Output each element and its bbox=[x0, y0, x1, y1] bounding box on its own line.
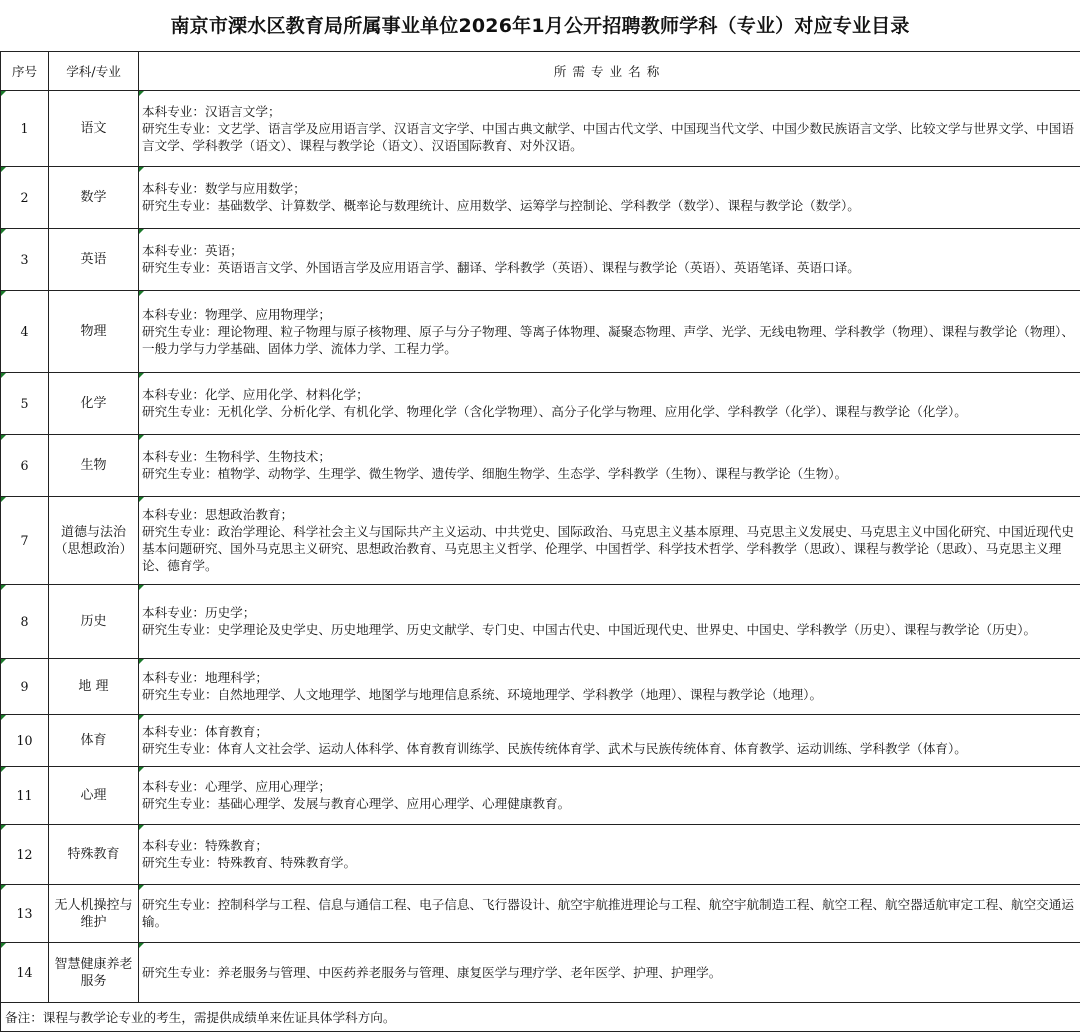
cell-marker bbox=[1, 659, 6, 664]
cell-marker bbox=[1, 943, 6, 948]
cell-marker bbox=[139, 435, 144, 440]
table-row bbox=[1, 943, 1080, 1003]
cell-marker bbox=[1, 229, 6, 234]
table-row bbox=[1, 167, 1080, 229]
major-line: 本科专业：历史学； bbox=[142, 605, 256, 620]
major-line: 本科专业：心理学、应用心理学； bbox=[142, 779, 331, 794]
major-line: 本科专业：化学、应用化学、材料化学； bbox=[142, 387, 369, 402]
row-seq: 7 bbox=[1, 497, 49, 585]
row-seq: 9 bbox=[1, 659, 49, 715]
major-line: 研究生专业：控制科学与工程、信息与通信工程、电子信息、飞行器设计、航空宇航推进理论与工程、航空宇航制造工程、航空工程、航空器适航审定工程、航空交通运输。 bbox=[142, 897, 1074, 929]
row-seq: 3 bbox=[1, 229, 49, 291]
cell-marker bbox=[1, 167, 6, 172]
table-row bbox=[1, 767, 1080, 825]
cell-marker bbox=[1, 585, 6, 590]
row-seq: 6 bbox=[1, 435, 49, 497]
row-majors bbox=[139, 885, 1080, 943]
cell-marker bbox=[1, 291, 6, 296]
cell-marker bbox=[139, 767, 144, 772]
row-majors bbox=[139, 767, 1080, 825]
row-subject: 无人机操控与维护 bbox=[49, 885, 139, 943]
row-majors bbox=[139, 291, 1080, 373]
row-subject: 特殊教育 bbox=[49, 825, 139, 885]
row-seq: 4 bbox=[1, 291, 49, 373]
major-line: 研究生专业：自然地理学、人文地理学、地图学与地理信息系统、环境地理学、学科教学（地理）、课程与教学论（地理）。 bbox=[142, 687, 823, 702]
table-row bbox=[1, 229, 1080, 291]
row-subject: 心理 bbox=[49, 767, 139, 825]
cell-marker bbox=[1, 91, 6, 96]
cell-marker bbox=[1, 435, 6, 440]
row-subject: 地 理 bbox=[49, 659, 139, 715]
cell-marker bbox=[139, 497, 144, 502]
row-subject: 化学 bbox=[49, 373, 139, 435]
note-text: 备注：课程与教学论专业的考生，需提供成绩单来佐证具体学科方向。 bbox=[1, 1003, 1080, 1032]
table-row bbox=[1, 373, 1080, 435]
cell-marker bbox=[139, 585, 144, 590]
table-row bbox=[1, 585, 1080, 659]
row-subject: 语文 bbox=[49, 91, 139, 167]
cell-marker bbox=[139, 943, 144, 948]
table-row bbox=[1, 497, 1080, 585]
cell-marker bbox=[139, 715, 144, 720]
cell-marker bbox=[139, 825, 144, 830]
table-row bbox=[1, 715, 1080, 767]
cell-marker bbox=[139, 167, 144, 172]
major-line: 研究生专业：英语语言文学、外国语言学及应用语言学、翻译、学科教学（英语）、课程与教学论（英语）、英语笔译、英语口译。 bbox=[142, 260, 860, 275]
row-majors bbox=[139, 943, 1080, 1003]
row-seq: 10 bbox=[1, 715, 49, 767]
table-row bbox=[1, 659, 1080, 715]
table-row bbox=[1, 435, 1080, 497]
row-subject: 道德与法治（思想政治） bbox=[49, 497, 139, 585]
major-line: 本科专业：特殊教育； bbox=[142, 838, 268, 853]
row-subject: 体育 bbox=[49, 715, 139, 767]
cell-marker bbox=[139, 291, 144, 296]
major-line: 研究生专业：基础心理学、发展与教育心理学、应用心理学、心理健康教育。 bbox=[142, 796, 571, 811]
cell-marker bbox=[139, 659, 144, 664]
cell-marker bbox=[1, 767, 6, 772]
table-row bbox=[1, 825, 1080, 885]
row-majors bbox=[139, 497, 1080, 585]
table-row bbox=[1, 291, 1080, 373]
cell-marker bbox=[1, 497, 6, 502]
row-seq: 12 bbox=[1, 825, 49, 885]
major-line: 本科专业：地理科学； bbox=[142, 670, 268, 685]
cell-marker bbox=[1, 885, 6, 890]
major-line: 本科专业：物理学、应用物理学； bbox=[142, 306, 331, 322]
row-seq: 13 bbox=[1, 885, 49, 943]
cell-marker bbox=[1, 825, 6, 830]
cell-marker bbox=[1, 373, 6, 378]
row-majors bbox=[139, 825, 1080, 885]
major-line: 研究生专业：特殊教育、特殊教育学。 bbox=[142, 855, 357, 870]
majors-table bbox=[0, 51, 1080, 1032]
cell-marker bbox=[139, 885, 144, 890]
row-subject: 历史 bbox=[49, 585, 139, 659]
major-line: 研究生专业：无机化学、分析化学、有机化学、物理化学（含化学物理）、高分子化学与物理、应用化学、学科教学（化学）、课程与教学论（化学）。 bbox=[142, 404, 967, 419]
row-seq: 14 bbox=[1, 943, 49, 1003]
major-line: 本科专业：英语； bbox=[142, 243, 243, 258]
cell-marker bbox=[139, 229, 144, 234]
cell-marker bbox=[139, 91, 144, 96]
row-seq: 8 bbox=[1, 585, 49, 659]
row-seq: 2 bbox=[1, 167, 49, 229]
row-seq: 1 bbox=[1, 91, 49, 167]
row-majors bbox=[139, 585, 1080, 659]
cell-marker bbox=[1, 715, 6, 720]
major-line: 本科专业：汉语言文学； bbox=[142, 103, 281, 119]
major-line: 研究生专业：基础数学、计算数学、概率论与数理统计、应用数学、运筹学与控制论、学科教学（数学）、课程与教学论（数学）。 bbox=[142, 198, 860, 213]
row-subject: 物理 bbox=[49, 291, 139, 373]
major-line: 本科专业：思想政治教育； bbox=[142, 507, 294, 522]
table-header-row bbox=[1, 52, 1080, 91]
header-seq: 序号 bbox=[1, 52, 49, 91]
row-seq: 11 bbox=[1, 767, 49, 825]
table-row bbox=[1, 91, 1080, 167]
row-subject: 生物 bbox=[49, 435, 139, 497]
row-majors bbox=[139, 91, 1080, 167]
major-line: 研究生专业：文艺学、语言学及应用语言学、汉语言文字学、中国古典文献学、中国古代文学、中国现当代文学、中国少数民族语言文学、比较文学与世界文学、中国语言文学、学科教学（语文）、课程与教学论（语文）、汉语国际教育、对外汉语。 bbox=[142, 120, 1074, 153]
row-majors bbox=[139, 229, 1080, 291]
row-majors bbox=[139, 715, 1080, 767]
header-subject: 学科/专业 bbox=[49, 52, 139, 91]
major-line: 本科专业：数学与应用数学； bbox=[142, 181, 306, 196]
row-subject: 数学 bbox=[49, 167, 139, 229]
row-seq: 5 bbox=[1, 373, 49, 435]
major-line: 研究生专业：体育人文社会学、运动人体科学、体育教育训练学、民族传统体育学、武术与民族传统体育、体育教学、运动训练、学科教学（体育）。 bbox=[142, 741, 967, 756]
row-subject: 英语 bbox=[49, 229, 139, 291]
major-line: 研究生专业：植物学、动物学、生理学、微生物学、遗传学、细胞生物学、生态学、学科教学（生物）、课程与教学论（生物）。 bbox=[142, 466, 848, 481]
page-title: 南京市溧水区教育局所属事业单位2026年1月公开招聘教师学科（专业）对应专业目录 bbox=[170, 14, 910, 37]
row-majors bbox=[139, 167, 1080, 229]
major-line: 研究生专业：史学理论及史学史、历史地理学、历史文献学、专门史、中国古代史、中国近现代史、世界史、中国史、学科教学（历史）、课程与教学论（历史）。 bbox=[142, 622, 1037, 637]
major-line: 本科专业：生物科学、生物技术； bbox=[142, 449, 331, 464]
cell-marker bbox=[139, 373, 144, 378]
major-line: 研究生专业：养老服务与管理、中医药养老服务与管理、康复医学与理疗学、老年医学、护理、护理学。 bbox=[142, 964, 722, 980]
header-majors: 所需专业名称 bbox=[139, 52, 1080, 91]
row-majors bbox=[139, 373, 1080, 435]
row-majors bbox=[139, 659, 1080, 715]
table-row bbox=[1, 885, 1080, 943]
row-majors bbox=[139, 435, 1080, 497]
row-subject: 智慧健康养老服务 bbox=[49, 943, 139, 1003]
note-row bbox=[1, 1003, 1080, 1032]
major-line: 研究生专业：政治学理论、科学社会主义与国际共产主义运动、中共党史、国际政治、马克思主义基本原理、马克思主义发展史、马克思主义中国化研究、中国近现代史基本问题研究、国外马克思主义研究、思想政治教育、马克思主义哲学、伦理学、中国哲学、科学技术哲学、学科教学（思政）、课程与教学论（思政）、马克思主义理论、德育学。 bbox=[142, 524, 1074, 573]
major-line: 研究生专业：理论物理、粒子物理与原子核物理、原子与分子物理、等离子体物理、凝聚态物理、声学、光学、无线电物理、学科教学（物理）、课程与教学论（物理）、一般力学与力学基础、固体力学、流体力学、工程力学。 bbox=[142, 323, 1074, 356]
major-line: 本科专业：体育教育； bbox=[142, 724, 268, 739]
